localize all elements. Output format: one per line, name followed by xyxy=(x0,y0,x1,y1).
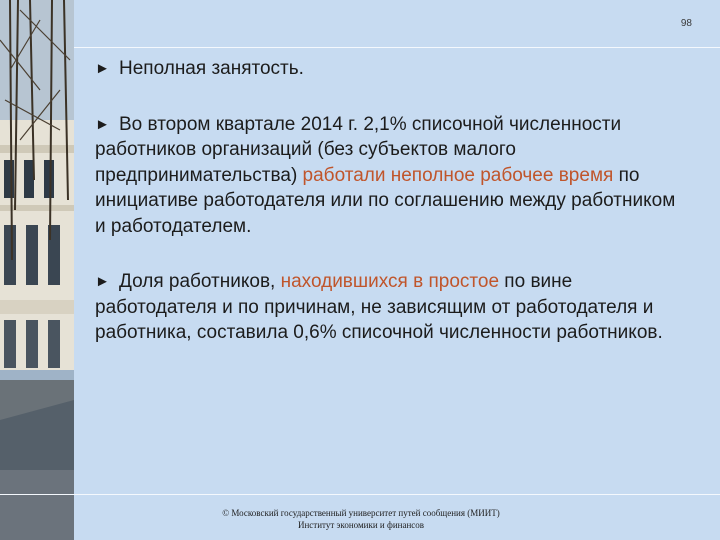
slide-content xyxy=(95,56,685,376)
highlighted-text: находившихся в простое xyxy=(280,271,500,292)
footer xyxy=(180,507,542,531)
bullet-item xyxy=(95,112,685,240)
bullet-text: по вине работодателя и по причинам, не зависящим от работодателя и работника, составила 0,6% списочной численности работников. xyxy=(95,271,663,343)
building-photo xyxy=(0,0,74,540)
footer-line-2: Институт экономики и финансов xyxy=(297,520,425,530)
bullet-arrow-icon: ► xyxy=(95,115,110,133)
slide-number: 98 xyxy=(680,18,692,29)
highlighted-text: работали неполное рабочее время xyxy=(302,164,614,186)
top-divider xyxy=(74,47,720,48)
bullet-item xyxy=(95,269,685,346)
bullet-text: Во втором квартале 2014 г. 2,1% списочной численности работников организаций (без субъектов малого предпринимательства) xyxy=(95,113,622,186)
bullet-text: Неполная занятость. xyxy=(119,58,304,79)
bullet-arrow-icon: ► xyxy=(95,273,110,290)
bottom-divider xyxy=(0,494,720,495)
bullet-item xyxy=(95,56,685,82)
bullet-text: Доля работников, xyxy=(119,271,281,292)
footer-line-1: © Московский государственный университет путей сообщения (МИИТ) xyxy=(222,508,500,518)
bullet-arrow-icon: ► xyxy=(95,60,110,77)
bullet-text: по инициативе работодателя или по соглашению между работником и работодателем. xyxy=(95,164,676,237)
